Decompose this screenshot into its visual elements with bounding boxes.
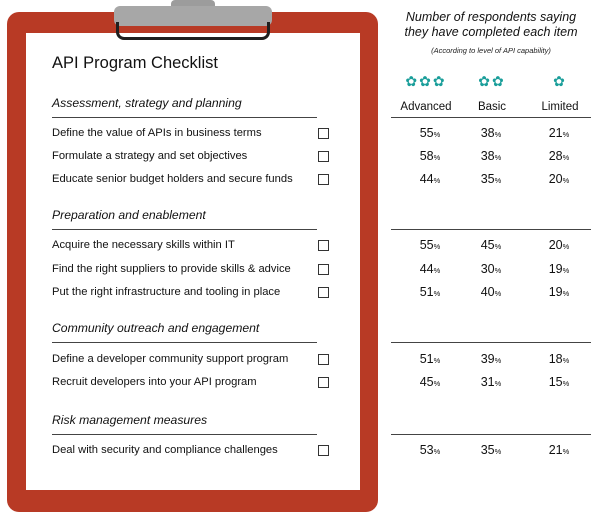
percent-number: 55 (419, 126, 434, 140)
percent-sign: % (562, 447, 570, 456)
percent-number: 44 (419, 262, 434, 276)
checklist-item-label: Deal with security and compliance challenges (52, 444, 278, 456)
percent-sign: % (562, 242, 570, 251)
percent-value (466, 149, 516, 163)
checklist-checkbox[interactable] (318, 128, 329, 139)
percent-value (534, 352, 584, 366)
percent-number: 51 (419, 285, 434, 299)
percent-value (405, 375, 455, 389)
percent-sign: % (433, 356, 441, 365)
percent-sign: % (562, 266, 570, 275)
respondents-heading-line2: they have completed each item (404, 25, 578, 39)
percent-value (534, 149, 584, 163)
percent-sign: % (433, 176, 441, 185)
percent-sign: % (433, 289, 441, 298)
checklist-item-label: Define the value of APIs in business terms (52, 127, 262, 139)
level-label-advanced: Advanced (400, 101, 452, 113)
percent-sign: % (494, 130, 502, 139)
level-label-limited: Limited (541, 101, 579, 113)
values-divider (391, 117, 591, 118)
percent-number: 31 (480, 375, 495, 389)
percent-number: 18 (548, 352, 563, 366)
percent-sign: % (433, 130, 441, 139)
checklist-item-label: Formulate a strategy and set objectives (52, 150, 248, 162)
percent-sign: % (494, 176, 502, 185)
percent-value (534, 285, 584, 299)
checklist-checkbox[interactable] (318, 240, 329, 251)
section-divider (52, 434, 317, 435)
checklist-checkbox[interactable] (318, 151, 329, 162)
values-divider (391, 229, 591, 230)
percent-value (466, 285, 516, 299)
section-title: Preparation and enablement (52, 208, 206, 222)
percent-sign: % (562, 289, 570, 298)
percent-value (466, 375, 516, 389)
checklist-item-label: Put the right infrastructure and tooling in place (52, 286, 281, 298)
percent-value (405, 443, 455, 457)
percent-sign: % (562, 153, 570, 162)
section-divider (52, 342, 317, 343)
three-flower-icons: ✿✿✿ (405, 73, 447, 89)
percent-value (466, 443, 516, 457)
percent-number: 35 (480, 172, 495, 186)
percent-number: 30 (480, 262, 495, 276)
percent-sign: % (494, 242, 502, 251)
percent-sign: % (494, 266, 502, 275)
clip-wire (116, 22, 270, 40)
percent-value (405, 285, 455, 299)
checklist-item-label: Recruit developers into your API program (52, 376, 257, 388)
percent-number: 40 (480, 285, 495, 299)
checklist-checkbox[interactable] (318, 445, 329, 456)
percent-number: 44 (419, 172, 434, 186)
two-flower-icons: ✿✿ (478, 73, 506, 89)
percent-number: 38 (480, 149, 495, 163)
one-flower-icon: ✿ (553, 73, 567, 89)
percent-value (466, 238, 516, 252)
percent-number: 15 (548, 375, 563, 389)
percent-number: 55 (419, 238, 434, 252)
checklist-item-label: Find the right suppliers to provide skills & advice (52, 263, 291, 275)
percent-number: 39 (480, 352, 495, 366)
percent-value (405, 238, 455, 252)
checklist-checkbox[interactable] (318, 174, 329, 185)
percent-number: 51 (419, 352, 434, 366)
percent-value (405, 262, 455, 276)
percent-value (466, 352, 516, 366)
respondents-note: (According to level of API capability) (431, 46, 551, 55)
percent-sign: % (494, 289, 502, 298)
percent-value (466, 172, 516, 186)
percent-sign: % (494, 356, 502, 365)
section-title: Community outreach and engagement (52, 321, 260, 335)
section-divider (52, 229, 317, 230)
percent-value (534, 126, 584, 140)
percent-number: 19 (548, 285, 563, 299)
checklist-checkbox[interactable] (318, 264, 329, 275)
section-title: Assessment, strategy and planning (52, 96, 242, 110)
checklist-checkbox[interactable] (318, 377, 329, 388)
percent-value (466, 126, 516, 140)
percent-value (534, 172, 584, 186)
percent-value (466, 262, 516, 276)
percent-number: 20 (548, 172, 563, 186)
percent-number: 35 (480, 443, 495, 457)
respondents-heading-line1: Number of respondents saying (405, 10, 577, 24)
percent-number: 21 (548, 443, 563, 457)
percent-sign: % (433, 242, 441, 251)
values-divider (391, 434, 591, 435)
percent-value (534, 262, 584, 276)
percent-sign: % (562, 379, 570, 388)
percent-sign: % (562, 356, 570, 365)
respondents-heading (391, 10, 591, 40)
percent-value (405, 172, 455, 186)
percent-number: 58 (419, 149, 434, 163)
section-title: Risk management measures (52, 413, 208, 427)
percent-number: 20 (548, 238, 563, 252)
percent-number: 38 (480, 126, 495, 140)
percent-sign: % (494, 379, 502, 388)
percent-value (405, 352, 455, 366)
checklist-checkbox[interactable] (318, 354, 329, 365)
percent-value (405, 149, 455, 163)
percent-sign: % (494, 153, 502, 162)
percent-value (534, 443, 584, 457)
checklist-item-label: Acquire the necessary skills within IT (52, 239, 235, 251)
percent-number: 53 (419, 443, 434, 457)
percent-value (534, 238, 584, 252)
level-label-basic: Basic (477, 101, 507, 113)
checklist-item-label: Define a developer community support program (52, 353, 289, 365)
percent-sign: % (562, 176, 570, 185)
percent-value (534, 375, 584, 389)
percent-number: 19 (548, 262, 563, 276)
checklist-item-label: Educate senior budget holders and secure funds (52, 173, 293, 185)
page-title: API Program Checklist (52, 54, 218, 72)
values-divider (391, 342, 591, 343)
percent-value (405, 126, 455, 140)
percent-number: 21 (548, 126, 563, 140)
percent-sign: % (433, 379, 441, 388)
percent-sign: % (433, 153, 441, 162)
percent-sign: % (433, 447, 441, 456)
percent-number: 28 (548, 149, 563, 163)
percent-sign: % (562, 130, 570, 139)
percent-number: 45 (480, 238, 495, 252)
checklist-checkbox[interactable] (318, 287, 329, 298)
percent-sign: % (433, 266, 441, 275)
section-divider (52, 117, 317, 118)
percent-number: 45 (419, 375, 434, 389)
percent-sign: % (494, 447, 502, 456)
